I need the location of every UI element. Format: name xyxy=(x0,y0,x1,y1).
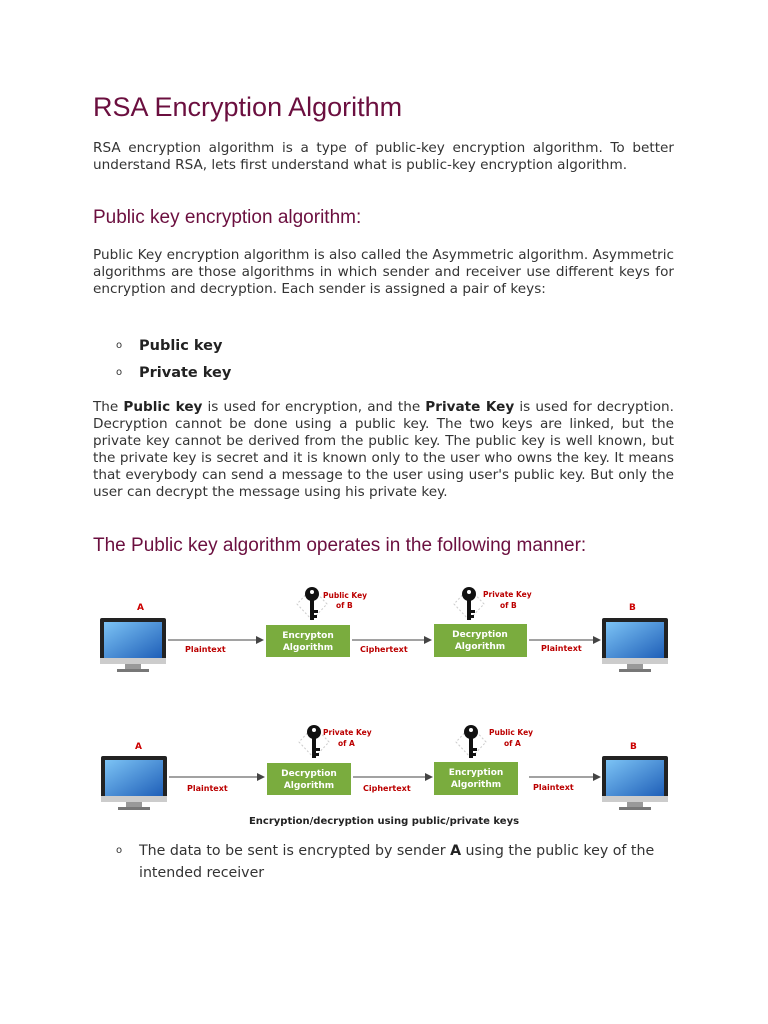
key-label: of B xyxy=(336,601,353,610)
key-label: of A xyxy=(504,739,521,748)
key-label: Private Key xyxy=(323,728,372,737)
diagram-public-key-encryption xyxy=(97,582,671,692)
monitor-icon xyxy=(100,618,166,672)
page-title: RSA Encryption Algorithm xyxy=(93,92,403,122)
box-label: Decryption xyxy=(281,769,337,779)
keys-explanation-paragraph xyxy=(93,399,674,501)
box-label: Algorithm xyxy=(454,642,506,652)
box-label: Algorithm xyxy=(450,780,502,790)
section-heading-public-key: Public key encryption algorithm: xyxy=(93,207,362,228)
arrow-label-plaintext: Plaintext xyxy=(541,644,582,653)
diagram-svg xyxy=(97,720,671,820)
arrow-label-plaintext: Plaintext xyxy=(185,645,226,654)
bullet-circle-icon: o xyxy=(116,845,123,856)
bullet-circle-icon: o xyxy=(116,367,123,378)
label-b: B xyxy=(629,603,636,613)
text-run: The data to be sent is encrypted by sender xyxy=(139,843,451,859)
monitor-icon xyxy=(602,618,668,672)
monitor-icon xyxy=(602,756,668,810)
encryption-box xyxy=(434,762,518,795)
label-a: A xyxy=(137,603,144,613)
arrow-label-ciphertext: Ciphertext xyxy=(360,645,408,654)
monitor-icon xyxy=(101,756,167,810)
label-b: B xyxy=(630,742,637,752)
bold-private-key: Private Key xyxy=(425,399,515,415)
text-run: is used for encryption, and the xyxy=(202,399,426,415)
key-icon xyxy=(454,587,484,620)
box-label: Algorithm xyxy=(282,643,334,653)
box-label: Algorithm xyxy=(283,781,335,791)
decryption-box xyxy=(434,624,527,657)
bullet-circle-icon: o xyxy=(116,340,123,351)
arrow-label-ciphertext: Ciphertext xyxy=(363,784,411,793)
key-label: of B xyxy=(500,601,517,610)
key-label: Public Key xyxy=(489,728,534,737)
diagram-svg xyxy=(97,582,671,682)
key-label: Public Key xyxy=(323,591,368,600)
text-run: using the public key of the intended receiver xyxy=(139,843,655,881)
box-label: Encryption xyxy=(448,768,504,778)
bold-sender: A xyxy=(450,843,462,859)
box-label: Encrypton xyxy=(282,631,334,641)
diagram-private-key-encryption xyxy=(97,720,671,830)
key-label: of A xyxy=(338,739,355,748)
bold-public-key: Public key xyxy=(123,399,203,415)
list-item-label: Private key xyxy=(139,365,232,381)
arrow-label-plaintext: Plaintext xyxy=(187,784,228,793)
list-item-label: Public key xyxy=(139,338,223,354)
box-label: Decryption xyxy=(452,630,508,640)
key-icon xyxy=(456,725,486,758)
public-key-paragraph: Public Key encryption algorithm is also called the Asymmetric algorithm. Asymmetric algorithms are those algorithms in which sender and receiver use different keys for encryption and decryption. Each sender is assigned a pair of keys: xyxy=(93,247,674,297)
arrow-label-plaintext: Plaintext xyxy=(533,783,574,792)
label-a: A xyxy=(135,742,142,752)
text-run: is used for decryption. Decryption cannot be done using a public key. The two keys are linked, but the private key cannot be derived from the public key. The public key is well known, but the private key is secret and it is known only to the user who owns the key. It means that everybody can send a message to the user using user's public key. But only the user can decrypt the message using his private key. xyxy=(93,399,674,500)
section-heading-operation: The Public key algorithm operates in the following manner: xyxy=(93,535,587,556)
intro-paragraph: RSA encryption algorithm is a type of public-key encryption algorithm. To better understand RSA, lets first understand what is public-key encryption algorithm. xyxy=(93,140,674,173)
key-label: Private Key xyxy=(483,590,532,599)
figure-caption: Encryption/decryption using public/private keys xyxy=(248,816,520,827)
text-run: The xyxy=(93,399,124,415)
